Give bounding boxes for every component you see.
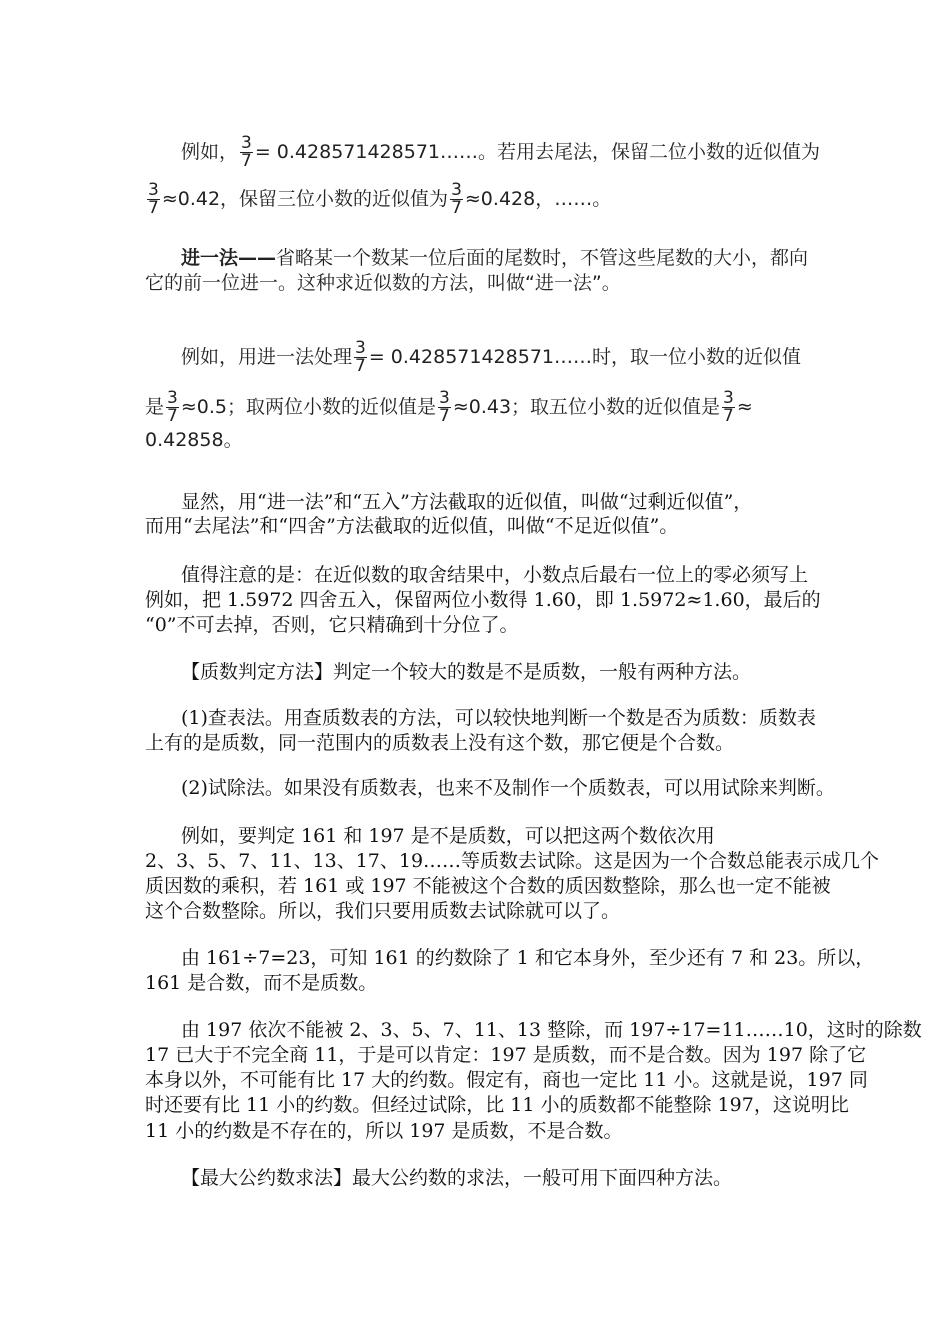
text-segment: 2、3、5、7、11、13、17、19……等质数去试除。这是因为一个合数总能表示成几个 [145,850,880,872]
text-segment: ≈ [736,396,753,418]
text-segment: 例如，用进一法处理 [181,346,353,368]
text-line [145,731,734,756]
denominator: 7 [723,406,734,426]
text-line [181,563,808,588]
text-line [145,390,753,425]
term-heading: 进一法—— [181,247,277,269]
text-line [181,246,808,271]
text-segment: ≈0.42，保留三位小数的近似值为 [161,188,449,210]
fraction [438,390,451,425]
fraction [147,182,160,217]
text-line [145,849,879,874]
fraction [450,182,463,217]
text-line [181,824,715,849]
numerator: 3 [167,388,178,408]
text-line [145,1043,866,1068]
text-line [145,899,620,924]
text-segment: 例如，要判定 161 和 197 是不是质数，可以把这两个数依次用 [181,825,715,847]
text-segment: 例如， [181,141,239,163]
text-segment: 显然，用“进一法”和“五入”方法截取的近似值，叫做“过剩近似值”， [181,491,753,513]
text-line [181,135,820,170]
fraction [166,390,179,425]
text-line [181,946,874,971]
text-line [181,1166,732,1191]
text-line [145,1119,623,1144]
denominator: 7 [148,198,159,218]
text-line [145,588,821,613]
text-segment: 而用“去尾法”和“四舍”方法截取的近似值，叫做“不足近似值”。 [145,515,679,537]
denominator: 7 [167,406,178,426]
text-segment: 【质数判定方法】判定一个较大的数是不是质数，一般有两种方法。 [181,661,752,683]
denominator: 7 [355,356,366,376]
text-line [181,706,816,731]
fraction [354,340,367,375]
text-segment: 省略某一个数某一位后面的尾数时，不管这些尾数的大小，都向 [276,247,809,269]
text-segment: (1)查表法。用查质数表的方法，可以较快地判断一个数是否为质数：质数表 [181,707,816,729]
numerator: 3 [723,388,734,408]
text-line [145,271,621,296]
text-segment: 这个合数整除。所以，我们只要用质数去试除就可以了。 [145,900,621,922]
numerator: 3 [451,180,462,200]
text-segment: 值得注意的是：在近似数的取舍结果中，小数点后最右一位上的零必须写上 [181,564,809,586]
text-line [145,613,519,638]
text-line [181,660,751,685]
text-segment: 由 197 依次不能被 2、3、5、7、11、13 整除，而 197÷17=11……10，这时的除数 [181,1019,922,1041]
text-line [145,874,831,899]
text-segment: 质因数的乘积，若 161 或 197 不能被这个合数的质因数整除，那么也一定不能被 [145,875,831,897]
numerator: 3 [241,133,252,153]
text-segment: ≈0.43；取五位小数的近似值是 [452,396,721,418]
text-segment: 17 已大于不完全商 11，于是可以肯定：197 是质数，而不是合数。因为 197 除了它 [145,1044,867,1066]
text-line [181,340,801,375]
text-segment: 161 是合数，而不是质数。 [145,972,378,994]
denominator: 7 [438,406,450,426]
text-line [145,428,243,453]
text-segment: “0”不可去掉，否则，它只精确到十分位了。 [145,614,519,636]
text-segment: 0.42858。 [145,429,243,451]
text-segment: 本身以外，不可能有比 17 大的约数。假定有，商也一定比 11 小。这就是说，197 同 [145,1069,868,1091]
text-line [145,971,377,996]
text-line [145,514,678,539]
denominator: 7 [451,198,462,218]
text-line [145,182,611,217]
fraction [240,135,253,170]
text-segment: 时还要有比 11 小的约数。但经过试除，比 11 小的质数都不能整除 197，这说明比 [145,1094,849,1116]
text-segment: = 0.428571428571……时，取一位小数的近似值 [368,346,801,368]
numerator: 3 [355,338,366,358]
text-line [181,1018,922,1043]
numerator: 3 [148,180,159,200]
text-segment: 由 161÷7=23，可知 161 的约数除了 1 和它本身外，至少还有 7 和 23。所以， [181,947,875,969]
text-line [145,1068,868,1093]
text-segment: 【最大公约数求法】最大公约数的求法，一般可用下面四种方法。 [181,1167,733,1189]
denominator: 7 [241,151,252,171]
numerator: 3 [438,388,450,408]
text-line [145,1093,849,1118]
text-segment: 11 小的约数是不存在的，所以 197 是质数，不是合数。 [145,1120,623,1142]
text-segment: 上有的是质数，同一范围内的质数表上没有这个数，那它便是个合数。 [145,732,735,754]
text-segment: 是 [145,396,165,418]
text-segment: 它的前一位进一。这种求近似数的方法，叫做“进一法”。 [145,272,621,294]
fraction [722,390,735,425]
text-line [181,776,835,801]
text-segment: ≈0.428，……。 [464,188,612,210]
text-line [181,490,752,515]
text-segment: 例如，把 1.5972 四舍五入，保留两位小数得 1.60，即 1.5972≈1.60，最后的 [145,589,821,611]
text-segment: = 0.428571428571……。若用去尾法，保留二位小数的近似值为 [254,141,820,163]
text-segment: (2)试除法。如果没有质数表，也来不及制作一个质数表，可以用试除来判断。 [181,777,835,799]
text-segment: ≈0.5；取两位小数的近似值是 [180,396,436,418]
